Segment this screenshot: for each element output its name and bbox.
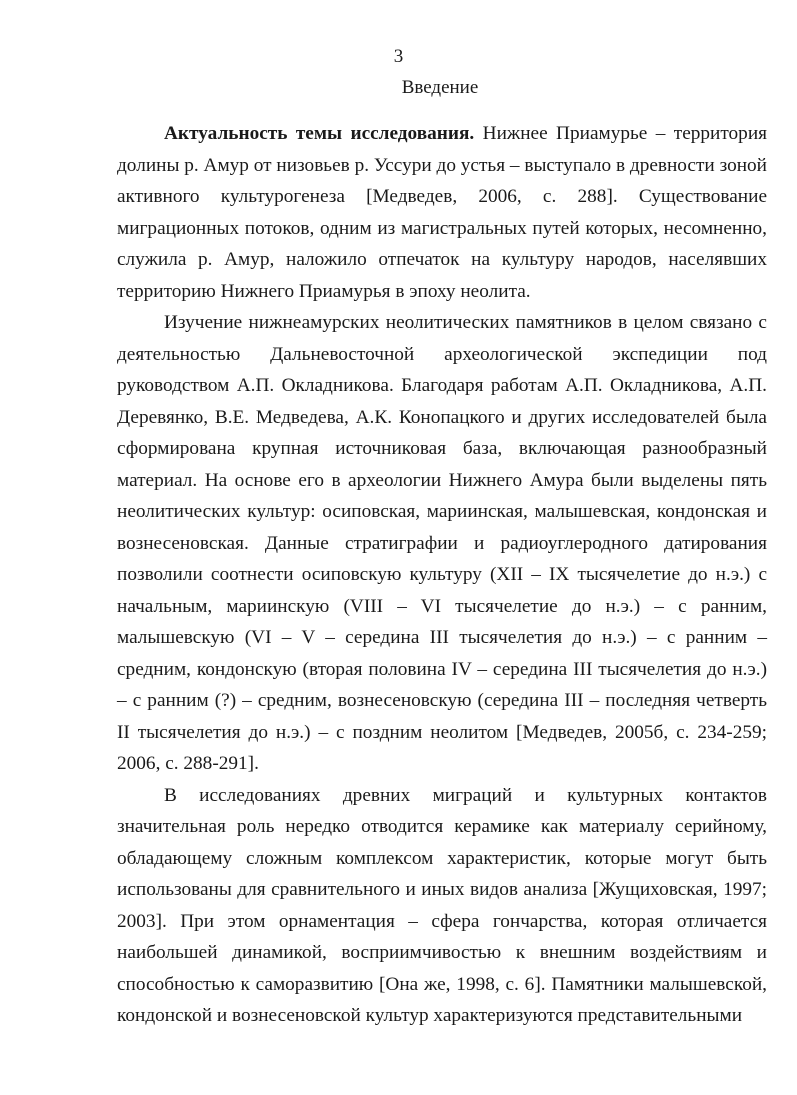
page-number: 3 [393, 46, 404, 67]
paragraph-text: Нижнее Приамурье – территория долины р. Амур от низовьев р. Уссури до устья – выступало в древности зоной активного культурогенеза [Медведев, 2006, с. 288]. Существование миграционных потоков, одним из магистральных путей которых, несомненно, служила р. Амур, наложило отпечаток на культуру народов, населявших территорию Нижнего Приамурья в эпоху неолита. [117, 123, 768, 302]
paragraph-ceramics [117, 780, 767, 1032]
paragraph-text: В исследованиях древних миграций и культурных контактов значительная роль нередко отводится керамике как материалу серийному, обладающему сложным комплексом характеристик, которые могут быть использованы для сравнительного и иных видов анализа [Жущиховская, 1997; 2003]. При этом орнаментация – сфера гончарства, которая отличается наибольшей динамикой, восприимчивостью к внешним воздействиям и способностью к саморазвитию [Она же, 1998, с. 6]. Памятники малышевской, кондонской и вознесеновской культур характеризуются представительными [117, 784, 767, 1026]
paragraph-history [117, 307, 767, 780]
paragraph-lead: Актуальность темы исследования. [164, 123, 475, 144]
body-text [117, 118, 767, 1032]
section-heading: Введение [401, 77, 479, 98]
paragraph-relevance [117, 118, 767, 307]
paragraph-text: Изучение нижнеамурских неолитических памятников в целом связано с деятельностью Дальневосточной археологической экспедиции под руководством А.П. Окладникова. Благодаря работам А.П. Окладникова, А.П. Деревянко, В.Е. Медведева, А.К. Конопацкого и других исследователей была сформирована крупная источниковая база, включающая разнообразный материал. На основе его в археологии Нижнего Амура были выделены пять неолитических культур: осиповская, мариинская, малышевская, кондонская и вознесеновская. Данные стратиграфии и радиоуглеродного датирования позволили соотнести осиповскую культуру (XII – IX тысячелетие до н.э.) с начальным, мариинскую (VIII – VI тысячелетие до н.э.) – с ранним, малышевскую (VI – V – середина III тысячелетия до н.э.) – с ранним – средним, кондонскую (вторая половина IV – середина III тысячелетия до н.э.) – с ранним (?) – средним, вознесеновскую (середина III – последняя четверть II тысячелетия до н.э.) – с поздним неолитом [Медведев, 2005б, с. 234-259; 2006, с. 288-291]. [117, 312, 767, 774]
